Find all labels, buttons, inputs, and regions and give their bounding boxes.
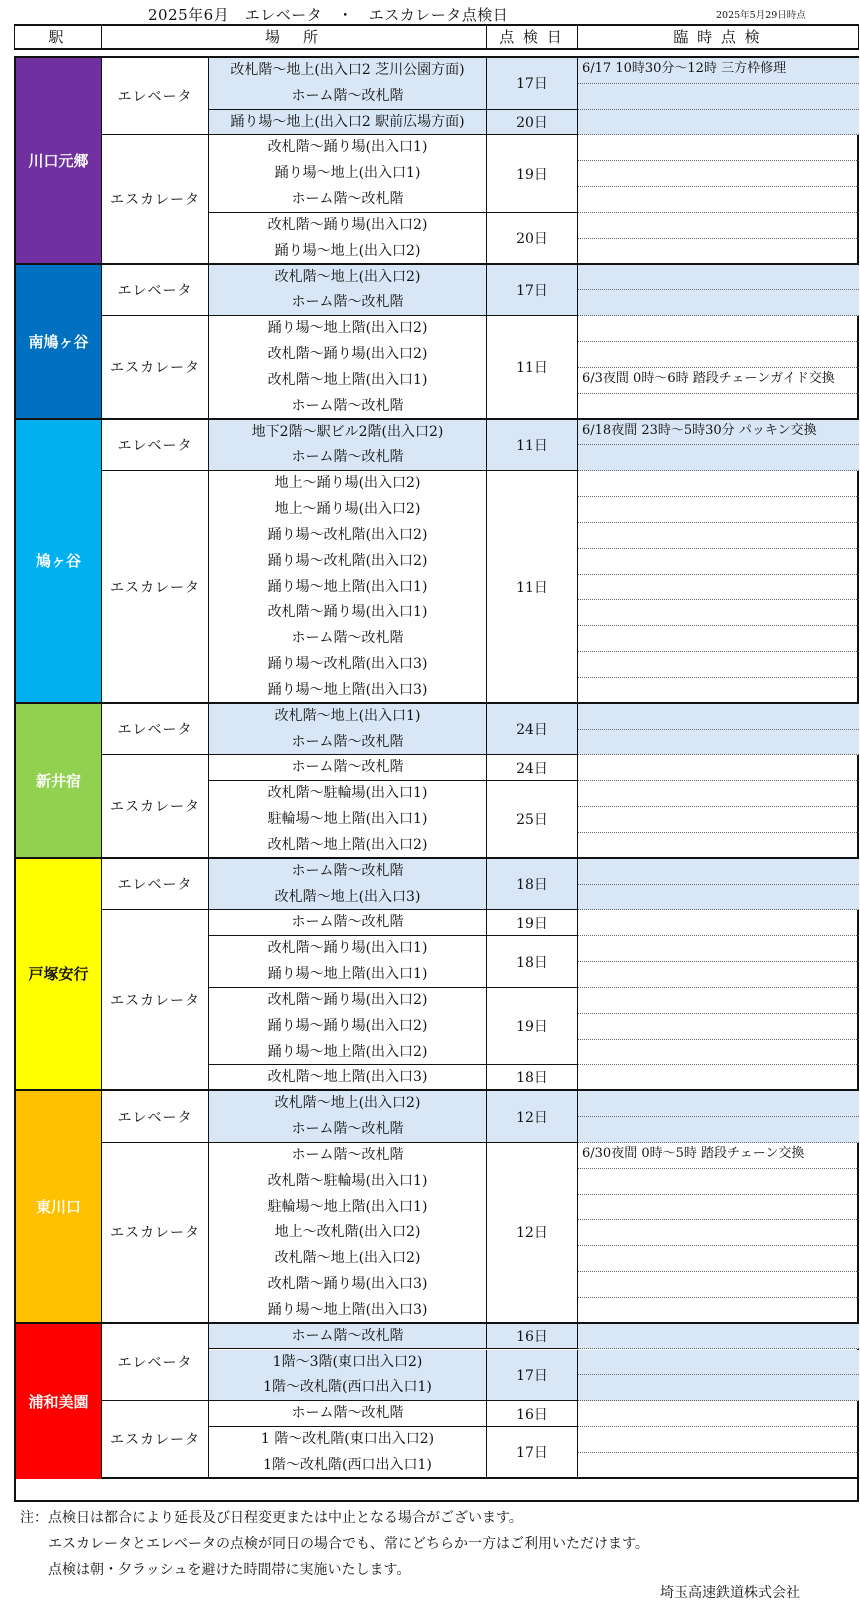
location-block <box>209 1401 487 1427</box>
date-text: 18日 <box>516 1070 548 1087</box>
location-block <box>209 988 487 1065</box>
equipment-type-label: エレベータ <box>117 282 193 299</box>
location-text: ホーム階～改札階 <box>291 191 404 208</box>
location-text: ホーム階～改札階 <box>291 1327 404 1344</box>
station-name: 鳩ヶ谷 <box>35 552 81 571</box>
date-text: 20日 <box>516 230 548 247</box>
temp-inspection-cell <box>578 135 859 161</box>
location-text: 踊り場～改札階(出入口2) <box>267 552 428 569</box>
location-block <box>209 1427 487 1479</box>
equipment-type <box>102 135 209 264</box>
equipment-type-label: エスカレータ <box>110 579 200 596</box>
station-cell <box>16 1324 102 1479</box>
location-text: 踊り場～地上階(出入口2) <box>267 320 428 337</box>
location-text: 改札階～駐輪場(出入口1) <box>267 1172 428 1189</box>
temp-inspection-cell <box>578 988 859 1014</box>
location-text: ホーム階～改札階 <box>291 87 404 104</box>
inspection-date <box>487 265 578 317</box>
location-text: ホーム階～改札階 <box>291 1146 404 1163</box>
date-text: 19日 <box>516 1019 548 1036</box>
inspection-table <box>14 56 859 1502</box>
date-text: 25日 <box>516 811 548 828</box>
location-text: ホーム階～改札階 <box>291 294 404 311</box>
note-line-2: エスカレータとエレベータの点検が同日の場合でも、常にどちらか一方はご利用いただけます。 <box>20 1536 649 1552</box>
inspection-date <box>487 936 578 988</box>
location-block <box>209 135 487 212</box>
equipment-type <box>102 859 209 911</box>
station-cell <box>16 58 102 265</box>
location-text: 改札階～地上(出入口2 芝川公園方面) <box>230 62 465 78</box>
date-text: 24日 <box>516 760 548 777</box>
temp-inspection-cell <box>578 316 859 342</box>
temp-inspection-cell <box>578 445 859 471</box>
equipment-type-label: エレベータ <box>117 877 193 894</box>
temp-inspection-cell <box>578 523 859 549</box>
temp-inspection-note: 6/18夜間 23時～5時30分 パッキン交換 <box>582 422 817 438</box>
equipment-type <box>102 265 209 317</box>
location-text: 踊り場～地上階(出入口1) <box>267 578 428 595</box>
location-text: ホーム階～改札階 <box>291 733 404 750</box>
inspection-date <box>487 704 578 756</box>
location-block <box>209 58 487 110</box>
location-text: 改札階～地上階(出入口2) <box>267 836 428 853</box>
inspection-date <box>487 1091 578 1143</box>
column-header <box>14 24 859 50</box>
location-text: 駐輪場～地上階(出入口1) <box>267 811 428 828</box>
temp-inspection-cell <box>578 394 859 420</box>
temp-inspection-cell <box>578 1169 859 1195</box>
inspection-date <box>487 1401 578 1427</box>
temp-inspection-cell <box>578 807 859 833</box>
col-temp: 臨 時 点 検 <box>673 28 762 46</box>
date-text: 17日 <box>516 1367 548 1384</box>
equipment-type-label: エスカレータ <box>110 799 200 816</box>
station-cell <box>16 859 102 1091</box>
equipment-type <box>102 420 209 472</box>
temp-inspection-cell <box>578 652 859 678</box>
company-name: 埼玉高速鉄道株式会社 <box>660 1585 800 1601</box>
equipment-type <box>102 58 209 135</box>
date-text: 11日 <box>516 579 548 596</box>
temp-inspection-cell <box>578 755 859 781</box>
location-block <box>209 213 487 265</box>
date-text: 24日 <box>516 722 548 739</box>
temp-inspection-cell <box>578 187 859 213</box>
location-text: 踊り場～地上(出入口1) <box>274 165 421 182</box>
equipment-type <box>102 1401 209 1478</box>
location-text: 地上～踊り場(出入口2) <box>274 501 421 518</box>
date-text: 19日 <box>516 915 548 932</box>
temp-inspection-cell <box>578 1220 859 1246</box>
temp-inspection-cell <box>578 833 859 859</box>
inspection-date <box>487 859 578 911</box>
location-text: 踊り場～地上階(出入口2) <box>267 1043 428 1060</box>
location-text: 地下2階～駅ビル2階(出入口2) <box>251 423 444 440</box>
location-block <box>209 910 487 936</box>
location-text: 駐輪場～地上階(出入口1) <box>267 1198 428 1215</box>
location-text: ホーム階～改札階 <box>291 630 404 647</box>
location-text: 改札階～踊り場(出入口1) <box>267 940 428 957</box>
location-block <box>209 755 487 781</box>
col-location: 場 所 <box>264 28 322 46</box>
location-text: 地上～踊り場(出入口2) <box>274 475 421 492</box>
location-block <box>209 1065 487 1091</box>
location-text: 改札階～踊り場(出入口2) <box>267 991 428 1008</box>
temp-inspection-cell <box>578 704 859 730</box>
date-text: 12日 <box>516 1109 548 1126</box>
location-text: 改札階～地上(出入口2) <box>274 1095 421 1112</box>
date-text: 17日 <box>516 76 548 93</box>
temp-inspection-cell <box>578 575 859 601</box>
temp-inspection-cell <box>578 1427 859 1453</box>
location-text: 改札階～踊り場(出入口3) <box>267 1276 428 1292</box>
temp-inspection-cell <box>578 1350 859 1376</box>
equipment-type <box>102 704 209 756</box>
location-block <box>209 704 487 756</box>
temp-inspection-cell <box>578 290 859 316</box>
location-text: ホーム階～改札階 <box>291 759 404 776</box>
temp-inspection-cell <box>578 600 859 626</box>
as-of-date: 2025年5月29日時点 <box>716 10 806 21</box>
equipment-type-label: エレベータ <box>117 722 193 739</box>
temp-inspection-cell <box>578 962 859 988</box>
temp-inspection-cell <box>578 213 859 239</box>
location-text: 踊り場～地上階(出入口1) <box>267 966 428 983</box>
temp-inspection-cell <box>578 239 859 265</box>
inspection-date <box>487 1427 578 1479</box>
date-text: 18日 <box>516 877 548 894</box>
location-block <box>209 781 487 858</box>
location-text: ホーム階～改札階 <box>291 397 404 414</box>
date-text: 16日 <box>516 1406 548 1423</box>
location-text: 踊り場～地上(出入口2) <box>274 242 421 259</box>
location-text: 踊り場～改札階(出入口3) <box>267 656 428 673</box>
note-line-1: 注：点検日は都合により延長及び日程変更または中止となる場合がございます。 <box>20 1510 523 1526</box>
inspection-date <box>487 213 578 265</box>
inspection-date <box>487 755 578 781</box>
temp-inspection-cell <box>578 84 859 110</box>
date-text: 12日 <box>516 1225 548 1242</box>
station-name: 浦和美園 <box>28 1392 89 1411</box>
station-cell <box>16 265 102 420</box>
inspection-date <box>487 471 578 703</box>
station-name: 川口元郷 <box>28 151 89 170</box>
temp-inspection-cell <box>578 781 859 807</box>
temp-inspection-cell <box>578 626 859 652</box>
station-name: 東川口 <box>35 1197 81 1216</box>
inspection-date <box>487 988 578 1065</box>
temp-inspection-cell <box>578 549 859 575</box>
temp-inspection-cell <box>578 1272 859 1298</box>
location-block <box>209 110 487 136</box>
station-cell <box>16 420 102 704</box>
temp-inspection-cell <box>578 161 859 187</box>
inspection-date <box>487 1350 578 1402</box>
location-text: 踊り場～改札階(出入口2) <box>267 526 428 543</box>
col-station: 駅 <box>48 28 68 46</box>
equipment-type-label: エスカレータ <box>110 359 200 376</box>
location-text: 改札階～地上(出入口1) <box>274 707 421 724</box>
location-text: 改札階～地上階(出入口1) <box>267 371 428 388</box>
note-line-3: 点検は朝・夕ラッシュを避けた時間帯に実施いたします。 <box>20 1562 411 1578</box>
location-text: 改札階～地上(出入口2) <box>274 1250 421 1267</box>
location-text: ホーム階～改札階 <box>291 862 404 879</box>
temp-inspection-cell <box>578 936 859 962</box>
temp-inspection-cell <box>578 730 859 756</box>
location-text: 改札階～踊り場(出入口1) <box>267 604 428 621</box>
station-name: 戸塚安行 <box>28 965 89 984</box>
location-text: 1階～改札階(西口出入口1) <box>263 1379 432 1396</box>
location-text: 踊り場～地上(出入口2 駅前広場方面) <box>230 113 465 130</box>
inspection-date <box>487 135 578 212</box>
location-text: 踊り場～地上階(出入口3) <box>267 681 428 698</box>
temp-inspection-cell <box>578 1117 859 1143</box>
location-text: 改札階～地上(出入口2) <box>274 268 421 285</box>
temp-inspection-cell <box>578 110 859 136</box>
temp-inspection-cell <box>578 471 859 497</box>
inspection-date <box>487 910 578 936</box>
date-text: 17日 <box>516 1444 548 1461</box>
temp-inspection-cell <box>578 859 859 885</box>
temp-inspection-cell <box>578 910 859 936</box>
equipment-type-label: エレベータ <box>117 1109 193 1126</box>
location-text: ホーム階～改札階 <box>291 449 404 466</box>
inspection-date <box>487 1143 578 1324</box>
footer-notes <box>20 1505 649 1583</box>
location-text: 地上～改札階(出入口2) <box>274 1224 421 1241</box>
temp-inspection-cell <box>578 497 859 523</box>
location-block <box>209 420 487 472</box>
inspection-date <box>487 316 578 419</box>
date-text: 11日 <box>516 437 548 454</box>
equipment-type <box>102 1324 209 1401</box>
equipment-type-label: エスカレータ <box>110 1431 200 1448</box>
temp-inspection-cell <box>578 678 859 704</box>
temp-inspection-cell <box>578 885 859 911</box>
temp-inspection-cell <box>578 1324 859 1350</box>
temp-inspection-cell <box>578 1091 859 1117</box>
temp-inspection-cell <box>578 265 859 291</box>
inspection-date <box>487 110 578 136</box>
location-text: ホーム階～改札階 <box>291 914 404 931</box>
location-block <box>209 1143 487 1324</box>
location-text: ホーム階～改札階 <box>291 1405 404 1422</box>
equipment-type <box>102 755 209 858</box>
temp-inspection-cell <box>578 1453 859 1479</box>
location-text: 1階～3階(東口出入口2) <box>272 1353 423 1370</box>
equipment-type <box>102 471 209 703</box>
location-block <box>209 936 487 988</box>
location-block <box>209 471 487 703</box>
inspection-date <box>487 1065 578 1091</box>
equipment-type <box>102 1091 209 1143</box>
temp-inspection-note: 6/17 10時30分～12時 三方枠修理 <box>582 61 787 76</box>
station-name: 南鳩ヶ谷 <box>28 332 89 351</box>
location-text: 改札階～踊り場(出入口1) <box>267 139 428 156</box>
date-text: 16日 <box>516 1329 548 1346</box>
date-text: 18日 <box>516 954 548 971</box>
location-text: ホーム階～改札階 <box>291 1121 404 1138</box>
location-text: 踊り場～地上階(出入口3) <box>267 1301 428 1318</box>
station-name: 新井宿 <box>35 771 81 790</box>
temp-inspection-cell <box>578 1195 859 1221</box>
location-block <box>209 1350 487 1402</box>
location-text: 1 階～改札階(東口出入口2) <box>260 1430 435 1447</box>
inspection-date <box>487 420 578 472</box>
temp-inspection-cell <box>578 1375 859 1401</box>
temp-inspection-cell <box>578 1014 859 1040</box>
temp-inspection-note: 6/3夜間 0時～6時 踏段チェーンガイド交換 <box>582 370 835 386</box>
location-text: 踊り場～踊り場(出入口2) <box>267 1017 428 1034</box>
location-block <box>209 316 487 419</box>
temp-inspection-note: 6/30夜間 0時～5時 踏段チェーン交換 <box>582 1145 805 1161</box>
temp-inspection-cell <box>578 1246 859 1272</box>
equipment-type <box>102 910 209 1091</box>
location-block <box>209 265 487 317</box>
date-text: 11日 <box>516 359 548 376</box>
location-text: 改札階～地上階(出入口3) <box>267 1069 428 1086</box>
date-text: 17日 <box>516 282 548 299</box>
temp-inspection-cell <box>578 1065 859 1091</box>
inspection-date <box>487 781 578 858</box>
temp-inspection-cell <box>578 342 859 368</box>
equipment-type-label: エスカレータ <box>110 992 200 1009</box>
equipment-type-label: エスカレータ <box>110 192 200 209</box>
location-text: 改札階～踊り場(出入口2) <box>267 346 428 363</box>
equipment-type-label: エレベータ <box>117 1354 193 1371</box>
equipment-type-label: エレベータ <box>117 89 193 106</box>
station-cell <box>16 704 102 859</box>
location-text: 1階～改札階(西口出入口1) <box>263 1456 432 1473</box>
station-cell <box>16 1091 102 1323</box>
temp-inspection-cell <box>578 1040 859 1066</box>
equipment-type-label: エスカレータ <box>110 1225 200 1242</box>
temp-inspection-cell <box>578 1401 859 1427</box>
col-date: 点 検 日 <box>499 28 564 46</box>
inspection-date <box>487 1324 578 1350</box>
location-text: 改札階～地上(出入口3) <box>274 888 421 905</box>
date-text: 20日 <box>516 115 548 132</box>
location-text: 改札階～駐輪場(出入口1) <box>267 785 428 802</box>
equipment-type <box>102 1143 209 1324</box>
location-block <box>209 1091 487 1143</box>
inspection-date <box>487 58 578 110</box>
equipment-type-label: エレベータ <box>117 437 193 454</box>
temp-inspection-cell <box>578 1298 859 1324</box>
page-title: 2025年6月 エレベータ ・ エスカレータ点検日 <box>148 6 509 24</box>
location-block <box>209 859 487 911</box>
date-text: 19日 <box>516 166 548 183</box>
location-text: 改札階～踊り場(出入口2) <box>267 216 428 233</box>
location-block <box>209 1324 487 1350</box>
equipment-type <box>102 316 209 419</box>
